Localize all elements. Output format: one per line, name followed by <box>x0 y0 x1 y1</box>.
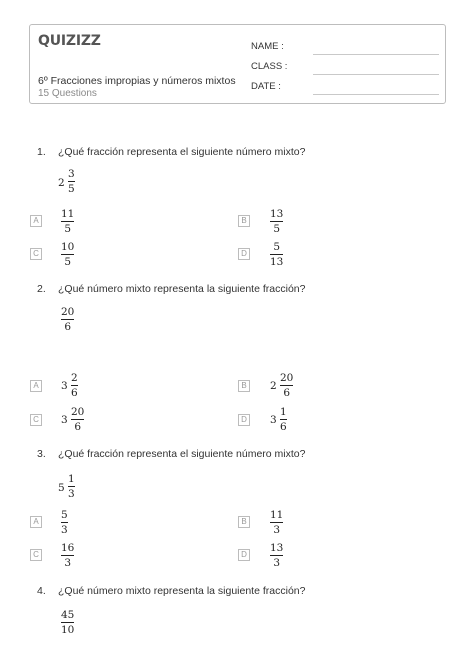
prompt-fraction <box>68 168 75 195</box>
prompt-whole: 5 <box>58 482 65 494</box>
option-b-fraction <box>270 208 283 235</box>
fraction-bar <box>61 254 74 255</box>
denominator: 6 <box>283 387 291 399</box>
fraction-bar <box>61 622 74 623</box>
numerator: 13 <box>270 542 284 554</box>
fraction-bar <box>270 555 283 556</box>
denominator: 5 <box>273 223 281 235</box>
fraction-bar <box>68 486 75 487</box>
denominator: 3 <box>273 524 281 536</box>
fraction-bar <box>71 385 78 386</box>
denominator: 5 <box>64 256 72 268</box>
option-b-whole: 2 <box>270 380 277 392</box>
option-a-whole: 3 <box>61 380 68 392</box>
denominator: 6 <box>64 321 72 333</box>
numerator: 1 <box>68 473 75 485</box>
option-a-fraction <box>71 372 78 399</box>
fraction-bar <box>280 385 293 386</box>
denominator: 3 <box>61 524 68 536</box>
option-b-box[interactable]: B <box>238 516 250 528</box>
numerator: 20 <box>61 306 75 318</box>
option-a-box[interactable]: A <box>30 516 42 528</box>
quizizz-logo: QUIZIZZ <box>38 33 101 49</box>
option-b-fraction <box>270 509 283 536</box>
numerator: 11 <box>61 208 75 220</box>
question-text: ¿Qué número mixto representa la siguiente fracción? <box>58 283 306 295</box>
option-a-box[interactable]: A <box>30 380 42 392</box>
denominator: 6 <box>71 387 78 399</box>
name-line <box>313 54 439 55</box>
option-b-box[interactable]: B <box>238 215 250 227</box>
fraction-bar <box>270 522 283 523</box>
question-text: ¿Qué número mixto representa la siguiente fracción? <box>58 585 306 597</box>
prompt-fraction <box>61 306 74 333</box>
denominator: 6 <box>280 421 287 433</box>
prompt-fraction <box>68 473 75 500</box>
numerator: 2 <box>71 372 78 384</box>
class-line <box>313 74 439 75</box>
prompt-fraction <box>61 609 74 636</box>
option-c-box[interactable]: C <box>30 414 42 426</box>
question-number: 1. <box>37 146 46 158</box>
numerator: 20 <box>71 406 85 418</box>
name-field[interactable] <box>251 41 439 57</box>
numerator: 20 <box>280 372 294 384</box>
question-count: 15 Questions <box>38 88 97 99</box>
question-text: ¿Qué fracción representa el siguiente número mixto? <box>58 448 306 460</box>
option-c-fraction <box>61 241 74 268</box>
numerator: 5 <box>273 241 281 253</box>
question-text: ¿Qué fracción representa el siguiente número mixto? <box>58 146 306 158</box>
option-c-whole: 3 <box>61 414 68 426</box>
option-d-fraction <box>270 542 283 569</box>
name-label: NAME : <box>251 41 284 52</box>
option-a-fraction <box>61 509 68 536</box>
numerator: 13 <box>270 208 284 220</box>
denominator: 3 <box>64 557 72 569</box>
class-field[interactable] <box>251 61 439 77</box>
denominator: 13 <box>270 256 284 268</box>
option-c-fraction <box>61 542 74 569</box>
option-a-fraction <box>61 208 74 235</box>
option-d-box[interactable]: D <box>238 248 250 260</box>
fraction-bar <box>61 522 68 523</box>
fraction-bar <box>61 319 74 320</box>
numerator: 10 <box>61 241 75 253</box>
date-field[interactable] <box>251 81 439 97</box>
class-label: CLASS : <box>251 61 288 72</box>
denominator: 3 <box>273 557 281 569</box>
prompt-whole: 2 <box>58 177 65 189</box>
denominator: 5 <box>68 183 75 195</box>
option-b-box[interactable]: B <box>238 380 250 392</box>
fraction-bar <box>270 221 283 222</box>
option-d-box[interactable]: D <box>238 414 250 426</box>
option-b-fraction <box>280 372 293 399</box>
question-number: 3. <box>37 448 46 460</box>
denominator: 5 <box>64 223 72 235</box>
fraction-bar <box>71 419 84 420</box>
numerator: 1 <box>280 406 287 418</box>
numerator: 45 <box>61 609 75 621</box>
question-number: 2. <box>37 283 46 295</box>
date-label: DATE : <box>251 81 281 92</box>
option-c-box[interactable]: C <box>30 549 42 561</box>
denominator: 10 <box>61 624 75 636</box>
date-line <box>313 94 439 95</box>
option-c-box[interactable]: C <box>30 248 42 260</box>
option-c-fraction <box>71 406 84 433</box>
numerator: 5 <box>61 509 68 521</box>
denominator: 6 <box>74 421 82 433</box>
option-d-fraction <box>270 241 283 268</box>
option-d-fraction <box>280 406 287 433</box>
numerator: 3 <box>68 168 75 180</box>
fraction-bar <box>280 419 287 420</box>
worksheet-title: 6º Fracciones impropias y números mixtos <box>38 75 236 87</box>
question-number: 4. <box>37 585 46 597</box>
fraction-bar <box>270 254 283 255</box>
option-d-box[interactable]: D <box>238 549 250 561</box>
option-d-whole: 3 <box>270 414 277 426</box>
fraction-bar <box>61 221 74 222</box>
numerator: 16 <box>61 542 75 554</box>
worksheet-header <box>29 24 446 104</box>
denominator: 3 <box>68 488 75 500</box>
fraction-bar <box>68 181 75 182</box>
option-a-box[interactable]: A <box>30 215 42 227</box>
numerator: 11 <box>270 509 284 521</box>
fraction-bar <box>61 555 74 556</box>
